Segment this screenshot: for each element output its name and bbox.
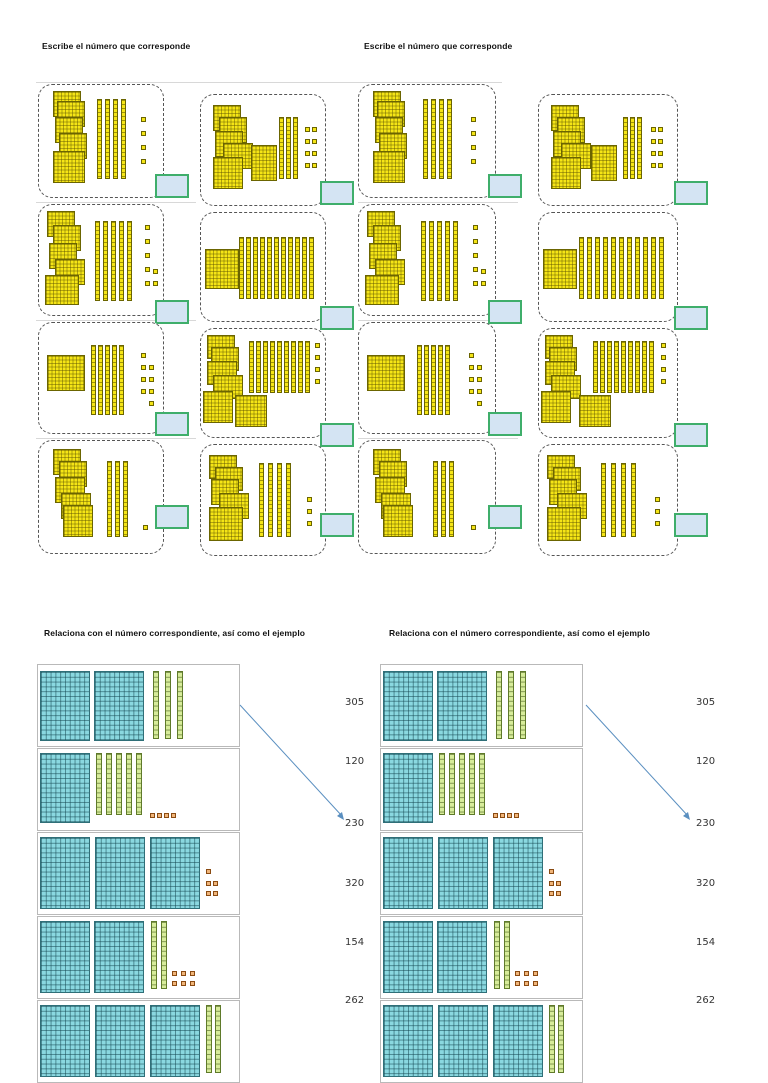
matching-title-left: Relaciona con el número correspondiente, así como el ejemplo [44, 628, 306, 638]
number-option[interactable]: 230 [345, 818, 365, 829]
worksheet-title-left: Escribe el número que corresponde [42, 41, 191, 51]
number-option[interactable]: 320 [696, 878, 716, 889]
number-option[interactable]: 230 [696, 818, 716, 829]
number-option[interactable]: 262 [696, 995, 716, 1006]
number-option[interactable]: 120 [696, 756, 716, 767]
number-option[interactable]: 262 [345, 995, 365, 1006]
arrow-head [683, 812, 690, 820]
number-option[interactable]: 154 [345, 937, 365, 948]
number-option[interactable]: 305 [696, 697, 716, 708]
worksheet-title-right: Escribe el número que corresponde [364, 41, 513, 51]
matching-title-right: Relaciona con el número correspondiente, así como el ejemplo [389, 628, 651, 638]
number-option[interactable]: 320 [345, 878, 365, 889]
number-option[interactable]: 154 [696, 937, 716, 948]
number-option[interactable]: 120 [345, 756, 365, 767]
number-option[interactable]: 305 [345, 697, 365, 708]
arrow-line [586, 705, 688, 816]
